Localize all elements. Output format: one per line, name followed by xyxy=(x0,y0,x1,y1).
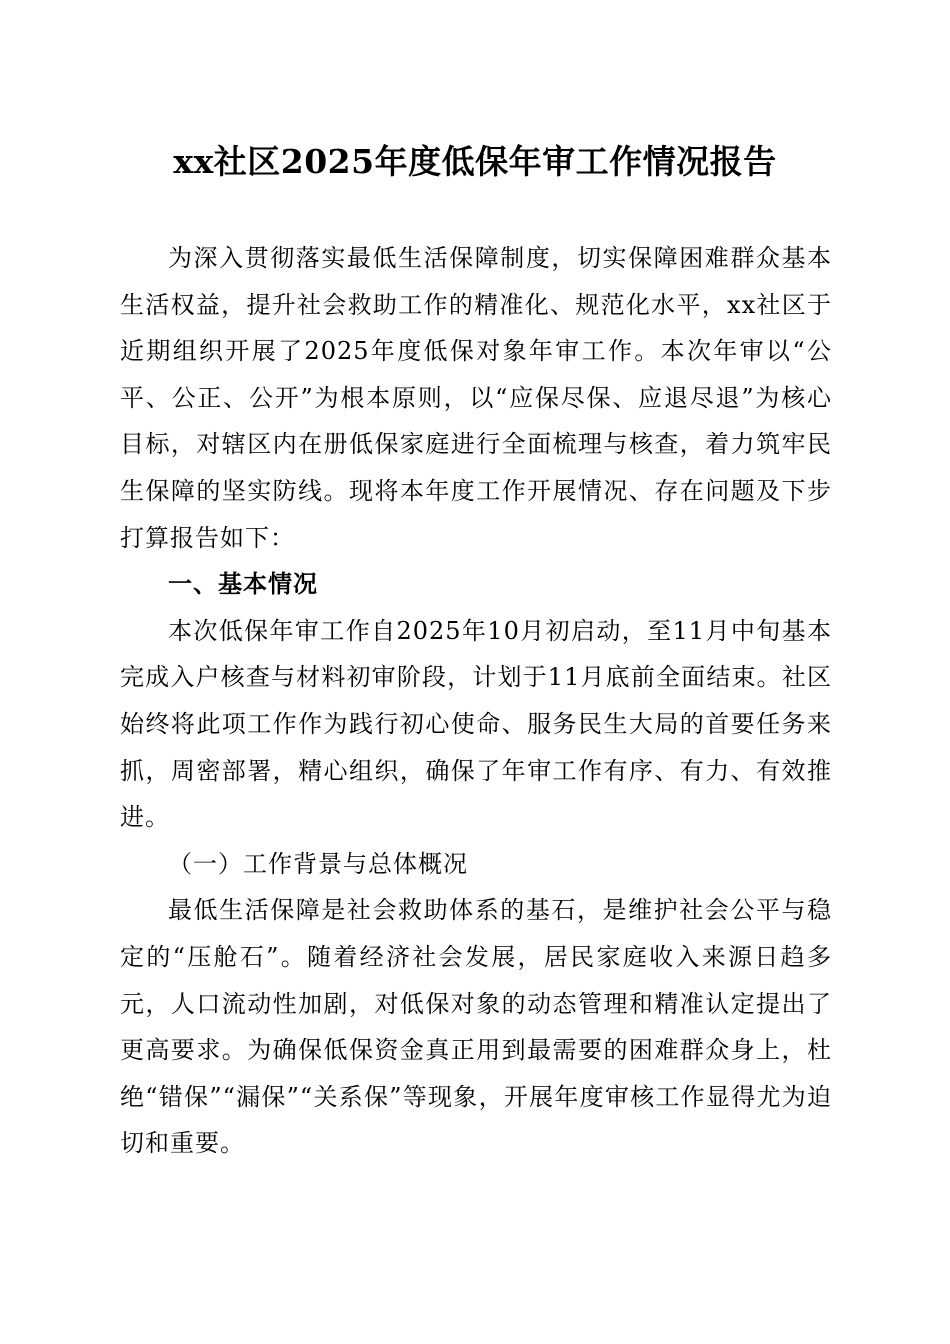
subsection-heading-background: （一）工作背景与总体概况 xyxy=(168,849,468,878)
section-heading-basic-situation: 一、基本情况 xyxy=(168,570,318,599)
background-paragraph: 最低生活保障是社会救助体系的基石，是维护社会公平与稳定的“压舱石”。随着经济社会发展，居民家庭收入来源日趋多元，人口流动性加剧，对低保对象的动态管理和精准认定提出了更高要求。为确保低保资金真正用到最需要的困难群众身上，杜绝“错保”“漏保”“关系保”等现象，开展年度审核工作显得尤为迫切和重要。 xyxy=(120,896,832,1158)
basic-situation-paragraph: 本次低保年审工作自2025年10月初启动，至11月中旬基本完成入户核查与材料初审阶段，计划于11月底前全面结束。社区始终将此项工作作为践行初心使命、服务民生大局的首要任务来抓，周密部署，精心组织，确保了年审工作有序、有力、有效推进。 xyxy=(120,616,832,832)
intro-paragraph: 为深入贯彻落实最低生活保障制度，切实保障困难群众基本生活权益，提升社会救助工作的精准化、规范化水平，xx社区于近期组织开展了2025年度低保对象年审工作。本次年审以“公平、公正、公开”为根本原则，以“应保尽保、应退尽退”为核心目标，对辖区内在册低保家庭进行全面梳理与核查，着力筑牢民生保障的坚实防线。现将本年度工作开展情况、存在问题及下步打算报告如下： xyxy=(120,244,832,552)
document-title: xx社区2025年度低保年审工作情况报告 xyxy=(173,142,777,181)
document-body xyxy=(120,235,832,1167)
